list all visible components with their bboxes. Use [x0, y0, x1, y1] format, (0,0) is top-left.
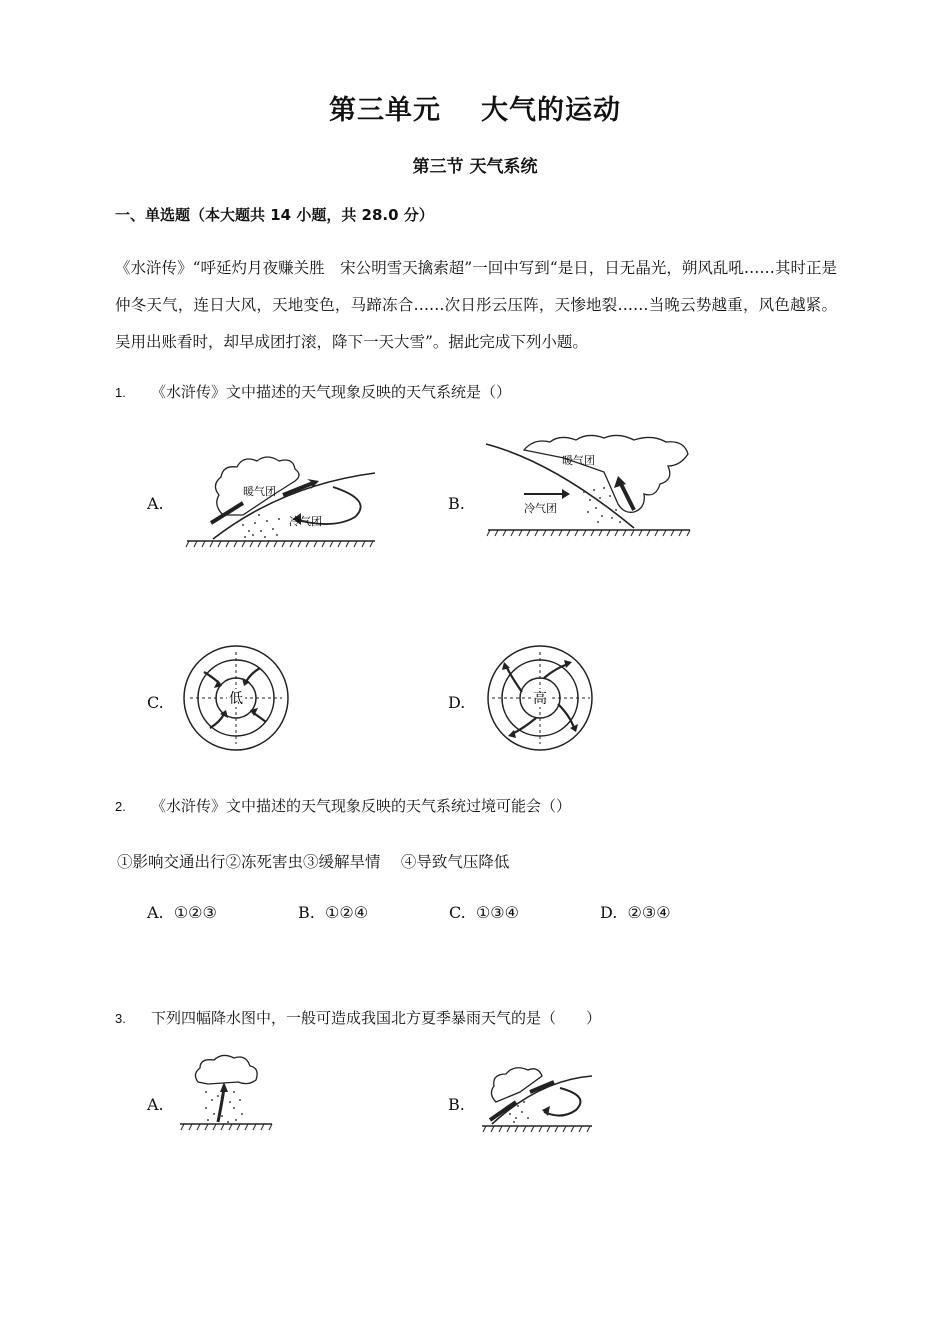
- option-label-a[interactable]: A.: [147, 494, 164, 513]
- precipitation-dots: [242, 514, 280, 538]
- cold-air-label: 冷气团: [524, 502, 557, 515]
- option-label-d[interactable]: D.: [448, 693, 466, 712]
- center-label-high: 高: [533, 691, 547, 707]
- low-pressure-diagram: [180, 642, 292, 754]
- question-text: 下列四幅降水图中，一般可造成我国北方夏季暴雨天气的是（ ）: [151, 1009, 602, 1027]
- question-2: [115, 795, 571, 816]
- warm-air-label: 暖气团: [243, 485, 276, 498]
- question-text: 《水浒传》文中描述的天气现象反映的天气系统过境可能会（）: [151, 797, 572, 815]
- ground-hatch: [181, 1124, 272, 1130]
- choice-value: ①②④: [325, 903, 369, 922]
- choice-value: ②③④: [627, 903, 671, 922]
- cloud-shape: [491, 1068, 542, 1102]
- ground-hatch: [483, 1126, 590, 1132]
- question-number: 3.: [115, 1011, 126, 1026]
- cold-front-diagram: [484, 432, 694, 544]
- choice-a[interactable]: [147, 903, 217, 922]
- question-number: 1.: [115, 385, 126, 400]
- unit-title: [0, 88, 950, 127]
- updraft-arrow: [218, 1088, 224, 1122]
- choice-c[interactable]: [449, 903, 519, 922]
- question-number: 2.: [115, 799, 126, 814]
- cold-air-label: 冷气团: [289, 515, 322, 528]
- high-pressure-diagram: [482, 642, 598, 754]
- unit-title-number: 第三单元: [329, 95, 441, 126]
- convective-rain-diagram: [178, 1052, 274, 1134]
- question-text: 《水浒传》文中描述的天气现象反映的天气系统是（）: [151, 383, 512, 401]
- section-title: 第三节 天气系统: [412, 157, 538, 177]
- arrow-head: [562, 489, 570, 499]
- center-label-low: 低: [229, 691, 243, 707]
- choice-label: A.: [147, 903, 164, 922]
- choice-d[interactable]: [600, 903, 671, 922]
- statement-list: ①影响交通出行②冻死害虫③缓解旱情 ④导致气压降低: [117, 853, 510, 871]
- choice-value: ①③④: [475, 903, 519, 922]
- ground-hatch: [186, 541, 373, 547]
- choice-value: ①②③: [173, 903, 217, 922]
- choice-label: D.: [600, 903, 618, 922]
- option-label-b[interactable]: B.: [448, 1095, 465, 1114]
- choice-label: B.: [298, 903, 315, 922]
- warm-air-label: 暖气团: [562, 454, 595, 467]
- warm-air-arrow: [530, 1082, 554, 1092]
- warm-air-arrow: [490, 1102, 516, 1120]
- option-label-b[interactable]: B.: [448, 494, 465, 513]
- reading-passage: 《水浒传》“呼延灼月夜赚关胜 宋公明雪天擒索超”一回中写到“是日，日无晶光，朔风乱吼……其时正是仲冬天气，连日大风，天地变色，马蹄冻合……次日彤云压阵，天惨地裂……当晚云势越重，风色越紧。吴用出账看时，却早成团打滚，降下一天大雪”。据此完成下列小题。: [115, 259, 837, 351]
- option-label-a[interactable]: A.: [147, 1095, 164, 1114]
- question-1: [115, 381, 511, 402]
- frontal-rain-diagram: [480, 1062, 594, 1134]
- cold-air-arrow: [544, 1088, 580, 1116]
- question-3: [115, 1007, 601, 1028]
- warm-front-diagram: [183, 445, 378, 550]
- question-type-heading: 一、单选题（本大题共 14 小题，共 28.0 分）: [115, 206, 434, 224]
- ground-hatch: [487, 530, 690, 536]
- unit-title-name: 大气的运动: [481, 95, 621, 126]
- choice-label: C.: [449, 903, 466, 922]
- option-label-c[interactable]: C.: [147, 693, 164, 712]
- cloud-shape: [524, 435, 688, 512]
- cloud-shape: [195, 1055, 257, 1084]
- choice-b[interactable]: [298, 903, 368, 922]
